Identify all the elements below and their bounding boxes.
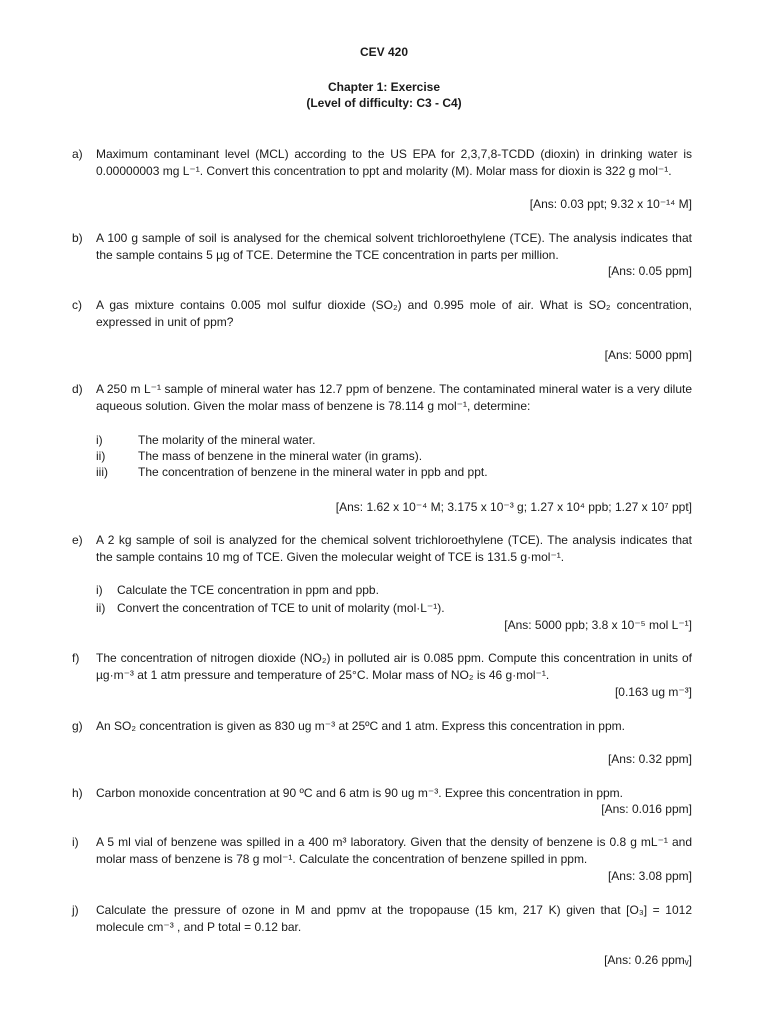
- question-text: A 100 g sample of soil is analysed for the chemical solvent trichloroethylene (TCE). The analysis indicates that the sample contains 5 µg of TCE. Determine the TCE concentration in parts per million.: [96, 231, 692, 262]
- sub-item: [96, 448, 656, 465]
- sub-item-text: The mass of benzene in the mineral water (in grams).: [138, 449, 423, 463]
- sub-item-text: Convert the concentration of TCE to unit of molarity (mol·L⁻¹).: [117, 601, 445, 615]
- question-label: b): [72, 231, 83, 245]
- question-h: [72, 785, 692, 802]
- question-j: [72, 902, 692, 935]
- question-text: Calculate the pressure of ozone in M and ppmv at the tropopause (15 km, 217 K) given that [O₃] = 1012 molecule cm⁻³ , and P total = 0.12 bar.: [96, 903, 692, 934]
- sub-item-number: ii): [96, 449, 106, 463]
- sub-item-number: i): [96, 583, 103, 597]
- sub-item-number: i): [96, 433, 103, 447]
- answer-g: [Ans: 0.32 ppm]: [607, 752, 692, 766]
- sub-item-number: iii): [96, 465, 108, 479]
- answer-d: [Ans: 1.62 x 10⁻⁴ M; 3.175 x 10⁻³ g; 1.27 x 10⁴ ppb; 1.27 x 10⁷ ppt]: [335, 500, 692, 514]
- difficulty-level: (Level of difficulty: C3 - C4): [306, 96, 462, 110]
- answer-b: [Ans: 0.05 ppm]: [607, 264, 692, 278]
- answer-f: [0.163 ug m⁻³]: [614, 685, 692, 699]
- question-text: Carbon monoxide concentration at 90 ºC and 6 atm is 90 ug m⁻³. Expree this concentration in ppm.: [96, 786, 623, 800]
- question-a: [72, 146, 692, 179]
- answer-j: [Ans: 0.26 ppmᵥ]: [604, 953, 692, 967]
- question-b: [72, 230, 692, 263]
- sub-item: [96, 582, 656, 599]
- question-label: a): [72, 147, 83, 161]
- answer-a: [Ans: 0.03 ppt; 9.32 x 10⁻¹⁴ M]: [529, 197, 692, 211]
- question-text: Maximum contaminant level (MCL) according to the US EPA for 2,3,7,8-TCDD (dioxin) in drinking water is 0.00000003 mg L⁻¹. Convert this concentration to ppt and molarity (M). Molar mass for dioxin is 322 g mol⁻¹.: [96, 147, 692, 178]
- question-text: A 2 kg sample of soil is analyzed for the chemical solvent trichloroethylene (TCE). The analysis indicates that the sample contains 10 mg of TCE. Given the molecular weight of TCE is 131.5 g·mol⁻¹.: [96, 533, 692, 564]
- question-text: A 250 m L⁻¹ sample of mineral water has 12.7 ppm of benzene. The contaminated mineral water is a very dilute aqueous solution. Given the molar mass of benzene is 78.114 g mol⁻¹, determine:: [96, 382, 692, 413]
- question-c: [72, 297, 692, 330]
- sub-item-number: ii): [96, 601, 106, 615]
- question-label: c): [72, 298, 82, 312]
- question-d: [72, 381, 692, 414]
- question-text: A gas mixture contains 0.005 mol sulfur dioxide (SO₂) and 0.995 mole of air. What is SO₂ concentration, expressed in unit of ppm?: [96, 298, 692, 329]
- question-i: [72, 834, 692, 867]
- sub-item-text: Calculate the TCE concentration in ppm and ppb.: [117, 583, 379, 597]
- sub-item-text: The concentration of benzene in the mineral water in ppb and ppt.: [138, 465, 488, 479]
- question-label: j): [72, 903, 79, 917]
- question-label: f): [72, 651, 80, 665]
- course-code: CEV 420: [359, 45, 409, 59]
- question-label: h): [72, 786, 83, 800]
- question-label: d): [72, 382, 83, 396]
- question-label: e): [72, 533, 83, 547]
- answer-i: [Ans: 3.08 ppm]: [607, 869, 692, 883]
- answer-h: [Ans: 0.016 ppm]: [601, 802, 692, 816]
- question-g: [72, 718, 692, 735]
- chapter-title: Chapter 1: Exercise: [327, 80, 441, 94]
- question-e: [72, 532, 692, 565]
- answer-c: [Ans: 5000 ppm]: [604, 348, 692, 362]
- question-label: g): [72, 719, 83, 733]
- question-label: i): [72, 835, 79, 849]
- question-text: An SO₂ concentration is given as 830 ug m⁻³ at 25ºC and 1 atm. Express this concentration in ppm.: [96, 719, 625, 733]
- question-text: A 5 ml vial of benzene was spilled in a 400 m³ laboratory. Given that the density of benzene is 0.8 g mL⁻¹ and molar mass of benzene is 78 g mol⁻¹. Calculate the concentration of benzene spilled in ppm.: [96, 835, 692, 866]
- question-text: The concentration of nitrogen dioxide (NO₂) in polluted air is 0.085 ppm. Compute this concentration in units of µg·m⁻³ at 1 atm pressure and temperature of 25°C. Molar mass of NO₂ is 46 g·mol⁻¹.: [96, 651, 692, 682]
- sub-item: [96, 432, 656, 449]
- sub-item: [96, 464, 656, 481]
- question-f: [72, 650, 692, 683]
- sub-item-text: The molarity of the mineral water.: [138, 433, 316, 447]
- sub-item: [96, 600, 656, 617]
- answer-e: [Ans: 5000 ppb; 3.8 x 10⁻⁵ mol L⁻¹]: [504, 618, 692, 632]
